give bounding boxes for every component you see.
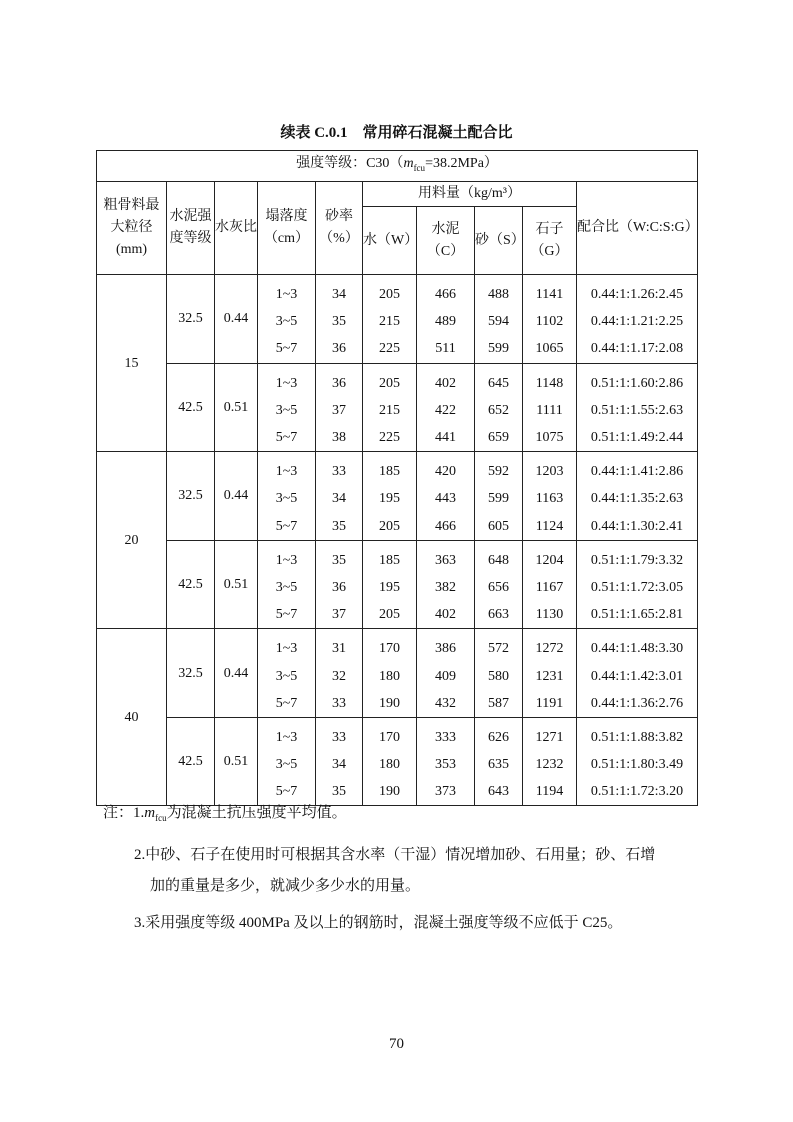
slump-cell: 3~5: [258, 308, 316, 335]
sand-rate-cell: 36: [316, 335, 363, 363]
water-cell: 205: [363, 275, 417, 309]
water-cell: 190: [363, 690, 417, 718]
slump-cell: 3~5: [258, 485, 316, 512]
water-cell: 180: [363, 751, 417, 778]
cement-cell: 402: [417, 363, 475, 397]
table-row: [97, 452, 698, 486]
ratio-cell: 0.51:1:1.72:3.20: [577, 778, 698, 806]
cement-cell: 466: [417, 275, 475, 309]
water-cell: 190: [363, 778, 417, 806]
stone-cell: 1148: [523, 363, 577, 397]
note-1-prefix: 注：1.: [103, 805, 145, 821]
cement-grade-cell: 32.5: [167, 275, 215, 364]
table-row: [97, 540, 698, 574]
agg-size-cell: 20: [97, 452, 167, 629]
cement-grade-cell: 42.5: [167, 540, 215, 629]
sand-cell: 599: [475, 335, 523, 363]
strength-grade-row: [97, 151, 698, 182]
agg-size-cell: 40: [97, 629, 167, 806]
header-usage: 用料量（kg/m³）: [363, 182, 577, 207]
header-agg: 粗骨料最大粒径(mm): [97, 182, 167, 275]
cement-cell: 422: [417, 397, 475, 424]
note-2-cont: 加的重量是多少，就减少多少水的用量。: [150, 878, 421, 894]
page-number: 70: [389, 1036, 404, 1052]
wc-ratio-cell: 0.51: [215, 540, 258, 629]
stone-cell: 1194: [523, 778, 577, 806]
wc-ratio-cell: 0.51: [215, 363, 258, 452]
concrete-mix-table: [96, 150, 698, 806]
ratio-cell: 0.51:1:1.49:2.44: [577, 424, 698, 452]
ratio-cell: 0.44:1:1.21:2.25: [577, 308, 698, 335]
cement-cell: 420: [417, 452, 475, 486]
agg-size-cell: 15: [97, 275, 167, 452]
sand-cell: 643: [475, 778, 523, 806]
sand-rate-cell: 35: [316, 540, 363, 574]
sand-rate-cell: 36: [316, 363, 363, 397]
cement-cell: 333: [417, 717, 475, 751]
stone-cell: 1231: [523, 662, 577, 689]
slump-cell: 3~5: [258, 574, 316, 601]
slump-cell: 5~7: [258, 424, 316, 452]
stone-cell: 1065: [523, 335, 577, 363]
cement-cell: 441: [417, 424, 475, 452]
header-ratio: 配合比（W:C:S:G）: [577, 182, 698, 275]
sand-rate-cell: 34: [316, 485, 363, 512]
ratio-cell: 0.44:1:1.26:2.45: [577, 275, 698, 309]
strength-sub: fcu: [413, 162, 426, 173]
strength-suffix: =38.2MPa）: [425, 156, 498, 172]
note-1: [103, 801, 347, 823]
slump-cell: 1~3: [258, 452, 316, 486]
stone-cell: 1163: [523, 485, 577, 512]
cement-cell: 386: [417, 629, 475, 663]
cement-cell: 489: [417, 308, 475, 335]
sand-cell: 488: [475, 275, 523, 309]
slump-cell: 5~7: [258, 601, 316, 629]
slump-cell: 1~3: [258, 275, 316, 309]
stone-cell: 1272: [523, 629, 577, 663]
sand-rate-cell: 34: [316, 751, 363, 778]
slump-cell: 3~5: [258, 751, 316, 778]
cement-cell: 432: [417, 690, 475, 718]
header-sand-rate: 砂率（%）: [316, 182, 363, 275]
sand-cell: 599: [475, 485, 523, 512]
sand-cell: 594: [475, 308, 523, 335]
slump-cell: 1~3: [258, 540, 316, 574]
slump-cell: 3~5: [258, 397, 316, 424]
sand-rate-cell: 33: [316, 717, 363, 751]
header-wc: 水灰比: [215, 182, 258, 275]
sand-cell: 572: [475, 629, 523, 663]
water-cell: 225: [363, 335, 417, 363]
strength-prefix: 强度等级：C30（: [296, 156, 404, 172]
stone-cell: 1167: [523, 574, 577, 601]
ratio-cell: 0.44:1:1.35:2.63: [577, 485, 698, 512]
cement-cell: 466: [417, 513, 475, 541]
ratio-cell: 0.44:1:1.41:2.86: [577, 452, 698, 486]
cement-cell: 382: [417, 574, 475, 601]
table-row: [97, 363, 698, 397]
slump-cell: 5~7: [258, 778, 316, 806]
sand-rate-cell: 37: [316, 601, 363, 629]
sand-cell: 652: [475, 397, 523, 424]
ratio-cell: 0.44:1:1.36:2.76: [577, 690, 698, 718]
sand-rate-cell: 35: [316, 308, 363, 335]
slump-cell: 5~7: [258, 335, 316, 363]
water-cell: 205: [363, 513, 417, 541]
sand-cell: 659: [475, 424, 523, 452]
sand-cell: 663: [475, 601, 523, 629]
ratio-cell: 0.44:1:1.30:2.41: [577, 513, 698, 541]
table-row: [97, 629, 698, 663]
water-cell: 195: [363, 574, 417, 601]
sand-cell: 580: [475, 662, 523, 689]
stone-cell: 1111: [523, 397, 577, 424]
stone-cell: 1102: [523, 308, 577, 335]
ratio-cell: 0.51:1:1.60:2.86: [577, 363, 698, 397]
sand-cell: 592: [475, 452, 523, 486]
sand-cell: 626: [475, 717, 523, 751]
slump-cell: 1~3: [258, 717, 316, 751]
header-cement-grade: 水泥强度等级: [167, 182, 215, 275]
sand-rate-cell: 33: [316, 690, 363, 718]
ratio-cell: 0.51:1:1.72:3.05: [577, 574, 698, 601]
sand-cell: 645: [475, 363, 523, 397]
stone-cell: 1271: [523, 717, 577, 751]
slump-cell: 1~3: [258, 629, 316, 663]
header-cement: 水泥（C）: [417, 207, 475, 275]
stone-cell: 1130: [523, 601, 577, 629]
sand-rate-cell: 36: [316, 574, 363, 601]
note-1-sub: fcu: [155, 813, 167, 823]
note-2: 2.中砂、石子在使用时可根据其含水率（干湿）情况增加砂、石用量；砂、石增: [134, 847, 656, 863]
note-1-text: 为混凝土抗压强度平均值。: [166, 805, 347, 821]
slump-cell: 5~7: [258, 513, 316, 541]
ratio-cell: 0.51:1:1.55:2.63: [577, 397, 698, 424]
cement-cell: 373: [417, 778, 475, 806]
cement-cell: 363: [417, 540, 475, 574]
slump-cell: 5~7: [258, 690, 316, 718]
water-cell: 185: [363, 452, 417, 486]
sand-cell: 648: [475, 540, 523, 574]
cement-cell: 511: [417, 335, 475, 363]
water-cell: 205: [363, 363, 417, 397]
sand-rate-cell: 38: [316, 424, 363, 452]
header-sand: 砂（S）: [475, 207, 523, 275]
sand-cell: 656: [475, 574, 523, 601]
water-cell: 215: [363, 308, 417, 335]
sand-rate-cell: 31: [316, 629, 363, 663]
ratio-cell: 0.51:1:1.80:3.49: [577, 751, 698, 778]
note-3: 3.采用强度等级 400MPa 及以上的钢筋时，混凝土强度等级不应低于 C25。: [134, 915, 623, 931]
header-water: 水（W）: [363, 207, 417, 275]
stone-cell: 1075: [523, 424, 577, 452]
stone-cell: 1141: [523, 275, 577, 309]
note-1-m: m: [144, 805, 156, 821]
sand-cell: 605: [475, 513, 523, 541]
cement-grade-cell: 42.5: [167, 717, 215, 806]
sand-cell: 635: [475, 751, 523, 778]
ratio-cell: 0.44:1:1.17:2.08: [577, 335, 698, 363]
water-cell: 215: [363, 397, 417, 424]
table-row: [97, 717, 698, 751]
sand-rate-cell: 37: [316, 397, 363, 424]
header-stone: 石子（G）: [523, 207, 577, 275]
water-cell: 195: [363, 485, 417, 512]
ratio-cell: 0.44:1:1.42:3.01: [577, 662, 698, 689]
sand-cell: 587: [475, 690, 523, 718]
wc-ratio-cell: 0.51: [215, 717, 258, 806]
wc-ratio-cell: 0.44: [215, 452, 258, 541]
ratio-cell: 0.51:1:1.65:2.81: [577, 601, 698, 629]
cement-grade-cell: 42.5: [167, 363, 215, 452]
water-cell: 205: [363, 601, 417, 629]
water-cell: 170: [363, 717, 417, 751]
wc-ratio-cell: 0.44: [215, 629, 258, 718]
stone-cell: 1124: [523, 513, 577, 541]
stone-cell: 1203: [523, 452, 577, 486]
stone-cell: 1204: [523, 540, 577, 574]
ratio-cell: 0.51:1:1.79:3.32: [577, 540, 698, 574]
wc-ratio-cell: 0.44: [215, 275, 258, 364]
stone-cell: 1232: [523, 751, 577, 778]
cement-grade-cell: 32.5: [167, 629, 215, 718]
slump-cell: 3~5: [258, 662, 316, 689]
water-cell: 225: [363, 424, 417, 452]
sand-rate-cell: 33: [316, 452, 363, 486]
header-slump: 塌落度（cm）: [258, 182, 316, 275]
water-cell: 170: [363, 629, 417, 663]
sand-rate-cell: 32: [316, 662, 363, 689]
ratio-cell: 0.44:1:1.48:3.30: [577, 629, 698, 663]
strength-m: m: [403, 156, 414, 172]
sand-rate-cell: 34: [316, 275, 363, 309]
water-cell: 185: [363, 540, 417, 574]
water-cell: 180: [363, 662, 417, 689]
ratio-cell: 0.51:1:1.88:3.82: [577, 717, 698, 751]
cement-cell: 353: [417, 751, 475, 778]
cement-cell: 443: [417, 485, 475, 512]
slump-cell: 1~3: [258, 363, 316, 397]
sand-rate-cell: 35: [316, 513, 363, 541]
cement-cell: 402: [417, 601, 475, 629]
cement-grade-cell: 32.5: [167, 452, 215, 541]
stone-cell: 1191: [523, 690, 577, 718]
sand-rate-cell: 35: [316, 778, 363, 806]
table-row: [97, 275, 698, 309]
table-title: 续表 C.0.1 常用碎石混凝土配合比: [280, 125, 513, 141]
cement-cell: 409: [417, 662, 475, 689]
